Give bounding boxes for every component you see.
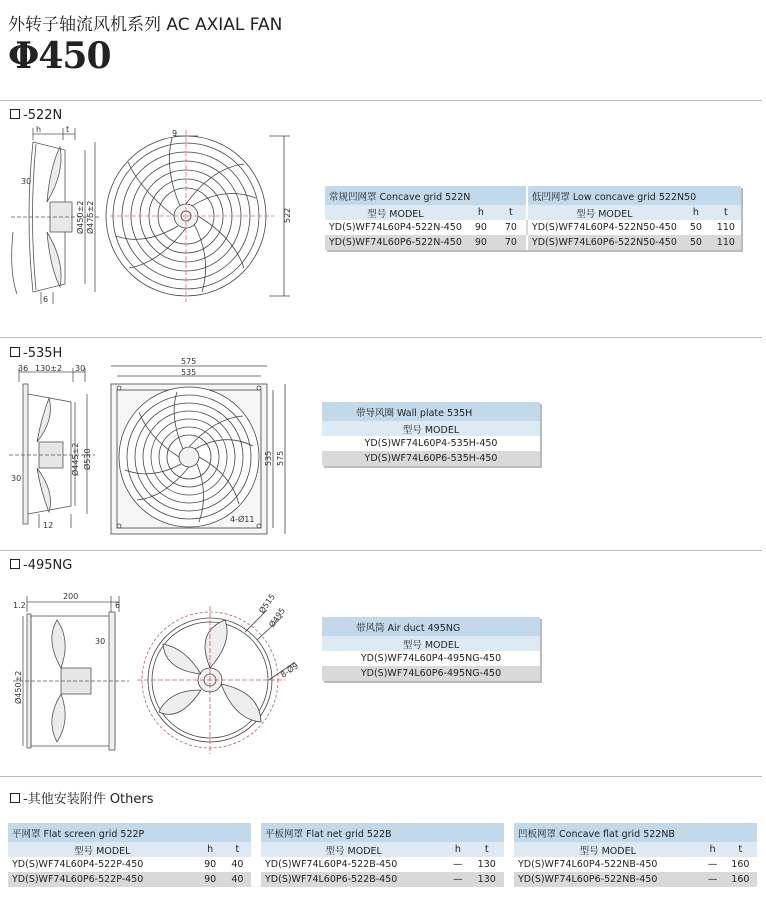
table-row: YD(S)WF74L60P6-522P-450 90 40 <box>8 872 251 887</box>
table-row: YD(S)WF74L60P4-522N-450 90 70 YD(S)WF74L60P4-522N50-450 50 110 <box>325 220 741 235</box>
table-row: YD(S)WF74L60P6-495NG-450 <box>322 666 540 681</box>
spec-table-495ng <box>322 617 540 681</box>
section-label-others: -其他安装附件 Others <box>10 788 154 807</box>
table-row: YD(S)WF74L60P4-495NG-450 <box>322 651 540 666</box>
col-header: h <box>681 205 711 220</box>
section-label-522n: -522N <box>10 108 62 123</box>
divider <box>0 100 762 101</box>
svg-text:Ø445±2: Ø445±2 <box>71 442 80 476</box>
col-header: h <box>466 205 496 220</box>
svg-text:t: t <box>66 125 70 134</box>
col-header: t <box>496 205 527 220</box>
col-header: 型号 MODEL <box>527 205 681 220</box>
svg-text:6: 6 <box>43 295 49 304</box>
table-title: 平板网罩 Flat net grid 522B <box>261 823 504 842</box>
svg-text:1.2: 1.2 <box>13 601 26 610</box>
section-label-535h: -535H <box>10 346 62 361</box>
svg-text:30: 30 <box>75 364 86 373</box>
table-title: 凹板网罩 Concave flat grid 522NB <box>514 823 757 842</box>
spec-table-535h <box>322 402 540 466</box>
table-row: YD(S)WF74L60P4-522NB-450 — 160 <box>514 857 757 872</box>
svg-text:4-Ø11: 4-Ø11 <box>230 515 255 524</box>
col-header: 型号 MODEL <box>322 636 540 651</box>
svg-text:Ø515: Ø515 <box>257 592 278 616</box>
col-header: 型号 MODEL <box>325 205 466 220</box>
front-view-drawing-495ng <box>135 592 305 762</box>
series-title: 外转子轴流风机系列 AC AXIAL FAN <box>8 15 283 35</box>
svg-text:535: 535 <box>181 368 197 377</box>
svg-text:575: 575 <box>181 358 197 366</box>
table-row: YD(S)WF74L60P6-522B-450 — 130 <box>261 872 504 887</box>
spec-table-522n <box>325 186 741 250</box>
col-header: h <box>446 842 469 857</box>
svg-text:Ø450±2: Ø450±2 <box>14 670 23 704</box>
table-title: 带风筒 Air duct 495NG <box>322 617 540 636</box>
col-header: 型号 MODEL <box>261 842 446 857</box>
svg-text:30: 30 <box>95 637 106 646</box>
side-view-drawing-495ng <box>5 590 135 760</box>
svg-text:6: 6 <box>115 601 121 610</box>
table-row: YD(S)WF74L60P4-535H-450 <box>322 436 540 451</box>
col-header: 型号 MODEL <box>322 421 540 436</box>
svg-text:8-Ø9: 8-Ø9 <box>278 661 301 680</box>
col-header: t <box>711 205 741 220</box>
front-view-drawing-522n <box>104 128 294 308</box>
svg-text:36: 36 <box>18 364 29 373</box>
svg-text:9: 9 <box>172 129 178 138</box>
spec-table-522b <box>261 823 504 887</box>
spec-table-522p <box>8 823 251 887</box>
col-header: h <box>197 842 224 857</box>
svg-text:535: 535 <box>264 450 273 466</box>
svg-text:130±2: 130±2 <box>35 364 63 373</box>
fan-size-title: Φ450 <box>8 35 111 77</box>
svg-text:575: 575 <box>276 450 285 466</box>
side-view-drawing-522n <box>5 122 105 312</box>
col-header: t <box>724 842 757 857</box>
svg-text:12: 12 <box>43 521 54 530</box>
col-header: h <box>701 842 723 857</box>
svg-text:200: 200 <box>63 592 79 601</box>
table-row: YD(S)WF74L60P4-522B-450 — 130 <box>261 857 504 872</box>
svg-text:Ø495: Ø495 <box>267 606 288 630</box>
col-header: t <box>224 842 251 857</box>
divider <box>0 550 762 551</box>
table-title: 常规凹网罩 Concave grid 522N <box>325 186 527 205</box>
svg-text:Ø450±2: Ø450±2 <box>76 200 85 234</box>
accessory-tables <box>8 823 757 887</box>
table-title: 平网罩 Flat screen grid 522P <box>8 823 251 842</box>
col-header: 型号 MODEL <box>8 842 197 857</box>
divider <box>0 337 762 338</box>
svg-text:30: 30 <box>21 177 32 186</box>
svg-text:Ø530: Ø530 <box>83 448 92 470</box>
table-row: YD(S)WF74L60P6-522NB-450 — 160 <box>514 872 757 887</box>
table-row: YD(S)WF74L60P4-522P-450 90 40 <box>8 857 251 872</box>
col-header: t <box>469 842 504 857</box>
front-view-drawing-535h <box>103 358 293 538</box>
table-row: YD(S)WF74L60P6-522N-450 90 70 YD(S)WF74L60P6-522N50-450 50 110 <box>325 235 741 250</box>
svg-text:h: h <box>36 125 42 134</box>
table-title: 低凹网罩 Low concave grid 522N50 <box>527 186 741 205</box>
spec-table-522nb <box>514 823 757 887</box>
col-header: 型号 MODEL <box>514 842 701 857</box>
svg-text:30: 30 <box>11 474 22 483</box>
table-row: YD(S)WF74L60P6-535H-450 <box>322 451 540 466</box>
svg-text:Ø475±2: Ø475±2 <box>86 200 95 234</box>
divider <box>0 776 762 777</box>
section-label-495ng: -495NG <box>10 558 72 573</box>
side-view-drawing-535h <box>5 364 105 534</box>
table-title: 带导风圈 Wall plate 535H <box>322 402 540 421</box>
svg-text:522: 522 <box>283 207 292 223</box>
